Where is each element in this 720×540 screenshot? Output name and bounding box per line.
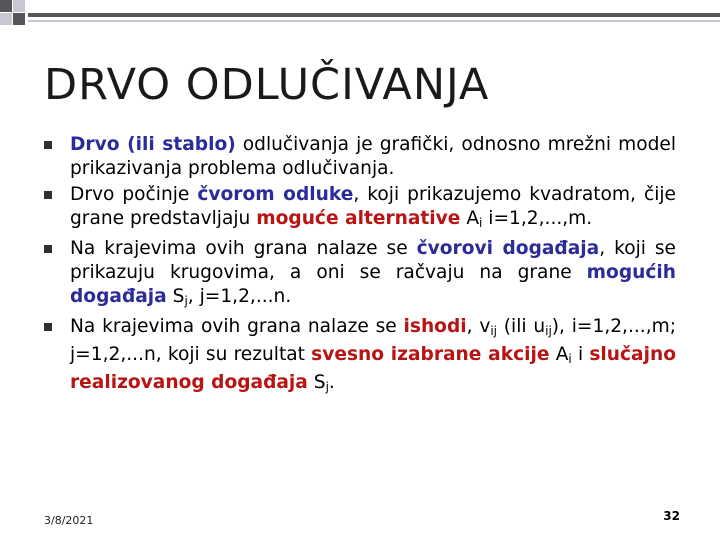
emphasis-text: mogućih događaja: [70, 262, 676, 307]
text-segment: (ili u: [497, 316, 546, 337]
bullet-text: [70, 134, 676, 179]
subscript-text: i: [568, 352, 572, 366]
emphasis-text: čvorom odluke: [197, 184, 354, 205]
emphasis-text: Drvo (ili stablo): [70, 134, 236, 155]
text-segment: ), i=1,2,...,m; j=1,2,...n, koji su rezultat: [70, 316, 676, 365]
text-segment: , koji se prikazuju krugovima, a oni se račvaju na grane: [70, 238, 677, 283]
square-bullet-icon: [44, 245, 52, 253]
decor-square-dark: [0, 0, 12, 12]
text-segment: odlučivanja je grafički, odnosno mrežni model prikazivanja problema odlučivanja.: [70, 134, 676, 179]
emphasis-text: moguće alternative: [256, 208, 461, 229]
text-segment: i=1,2,...,m.: [482, 208, 593, 229]
text-segment: A: [460, 208, 480, 229]
emphasis-text: čvorovi događaja: [416, 238, 600, 259]
square-bullet-icon: [44, 141, 52, 149]
square-bullet-icon: [44, 323, 52, 331]
text-segment: , j=1,2,...n.: [187, 286, 292, 307]
decor-square-light: [0, 13, 12, 25]
bullet-item: [44, 183, 676, 235]
subscript-text: i: [479, 216, 483, 230]
bullet-list: [44, 133, 676, 401]
text-segment: S: [166, 286, 185, 307]
text-segment: Na krajevima ovih grana nalaze se: [70, 238, 417, 259]
bullet-item: [44, 133, 676, 181]
text-segment: .: [328, 372, 335, 393]
emphasis-text: ishodi: [403, 316, 467, 337]
bullet-text: [70, 316, 676, 393]
subscript-text: j: [325, 380, 329, 394]
text-segment: S: [307, 372, 326, 393]
subscript-text: ij: [490, 324, 498, 338]
text-segment: Drvo počinje: [70, 184, 198, 205]
text-segment: , v: [466, 316, 491, 337]
slide-date: 3/8/2021: [44, 514, 94, 527]
text-segment: Na krajevima ovih grana nalaze se: [70, 316, 404, 337]
header-decoration: [0, 0, 720, 32]
slide-title: DRVO ODLUČIVANJA: [44, 60, 490, 110]
header-rule-dark: [28, 13, 720, 17]
decor-square-dark: [13, 13, 25, 25]
text-segment: , koji prikazujemo kvadratom, čije grane predstavljaju: [70, 184, 676, 229]
header-rule-light: [28, 20, 720, 22]
text-segment: i: [571, 344, 590, 365]
emphasis-text: svesno izabrane akcije: [311, 344, 550, 365]
square-bullet-icon: [44, 191, 52, 199]
subscript-text: j: [184, 294, 188, 308]
decor-square-light: [13, 0, 25, 12]
text-segment: A: [549, 344, 569, 365]
bullet-item: [44, 315, 676, 399]
subscript-text: ij: [545, 324, 552, 338]
bullet-item: [44, 237, 676, 313]
emphasis-text: slučajno realizovanog događaja: [70, 344, 676, 393]
bullet-text: [70, 238, 676, 307]
bullet-text: [70, 184, 676, 229]
page-number: 32: [663, 509, 680, 523]
